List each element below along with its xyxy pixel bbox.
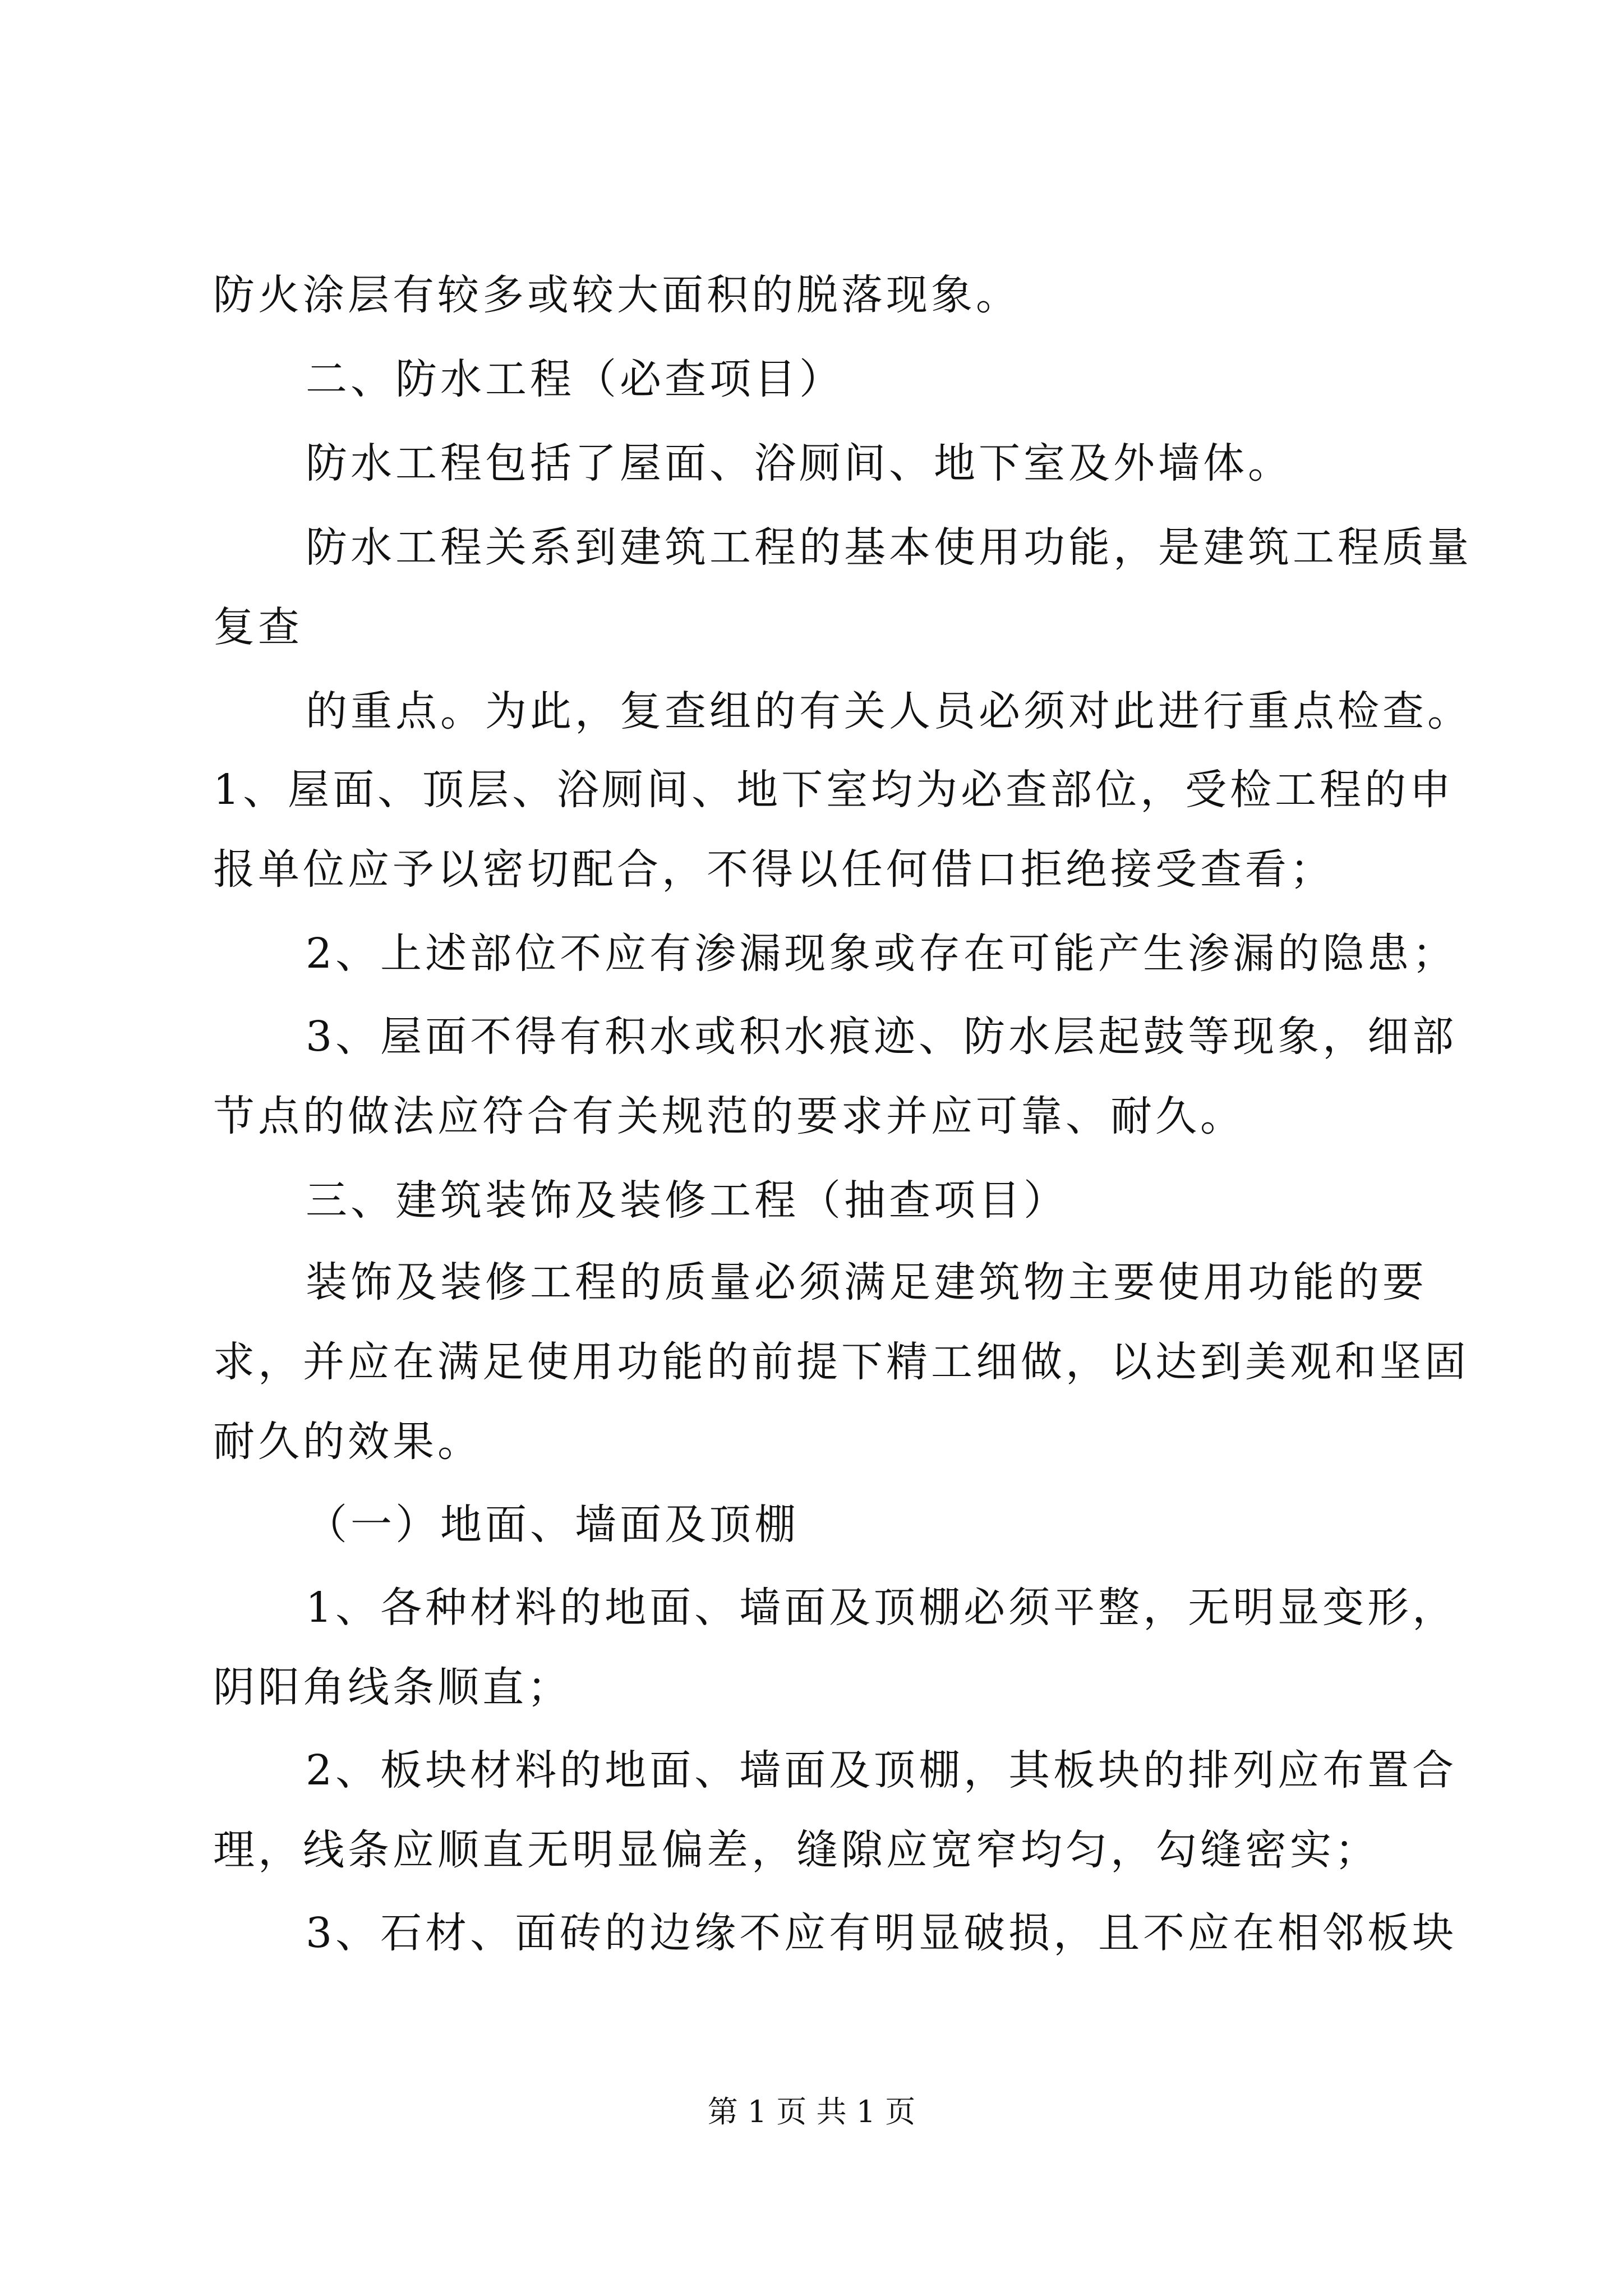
page-number-footer: 第 1 页 共 1 页 bbox=[707, 2094, 916, 2129]
subsection-heading: （一）地面、墙面及顶棚 bbox=[306, 1501, 799, 1549]
text-line: 防火涂层有较多或较大面积的脱落现象。 bbox=[213, 271, 1021, 319]
text-line: 防水工程关系到建筑工程的基本使用功能，是建筑工程质量 bbox=[306, 523, 1472, 572]
text-line: 节点的做法应符合有关规范的要求并应可靠、耐久。 bbox=[213, 1092, 1245, 1140]
section-heading: 二、防水工程（必查项目） bbox=[306, 355, 844, 403]
text-line: 复查 bbox=[213, 603, 303, 651]
text-line: 的重点。为此，复查组的有关人员必须对此进行重点检查。 bbox=[306, 687, 1472, 735]
text-line: 2、板块材料的地面、墙面及顶棚，其板块的排列应布置合 bbox=[306, 1746, 1458, 1795]
text-line: 1、各种材料的地面、墙面及顶棚必须平整，无明显变形， bbox=[306, 1584, 1458, 1632]
text-line: 报单位应予以密切配合，不得以任何借口拒绝接受查看； bbox=[213, 845, 1335, 894]
text-line: 阴阳角线条顺直； bbox=[213, 1663, 572, 1711]
text-line: 耐久的效果。 bbox=[213, 1418, 482, 1466]
text-line: 3、石材、面砖的边缘不应有明显破损，且不应在相邻板块 bbox=[306, 1909, 1458, 1957]
text-line: 求，并应在满足使用功能的前提下精工细做，以达到美观和坚固 bbox=[213, 1338, 1469, 1386]
text-line: 3、屋面不得有积水或积水痕迹、防水层起鼓等现象，细部 bbox=[306, 1013, 1458, 1061]
text-line: 1、屋面、顶层、浴厕间、地下室均为必查部位，受检工程的申 bbox=[213, 766, 1455, 814]
text-line: 防水工程包括了屋面、浴厕间、地下室及外墙体。 bbox=[306, 439, 1293, 487]
text-line: 装饰及装修工程的质量必须满足建筑物主要使用功能的要 bbox=[306, 1258, 1427, 1306]
text-line: 理，线条应顺直无明显偏差，缝隙应宽窄均匀，勾缝密实； bbox=[213, 1826, 1380, 1874]
text-line: 2、上述部位不应有渗漏现象或存在可能产生渗漏的隐患； bbox=[306, 930, 1458, 978]
section-heading: 三、建筑装饰及装修工程（抽查项目） bbox=[306, 1176, 1068, 1225]
